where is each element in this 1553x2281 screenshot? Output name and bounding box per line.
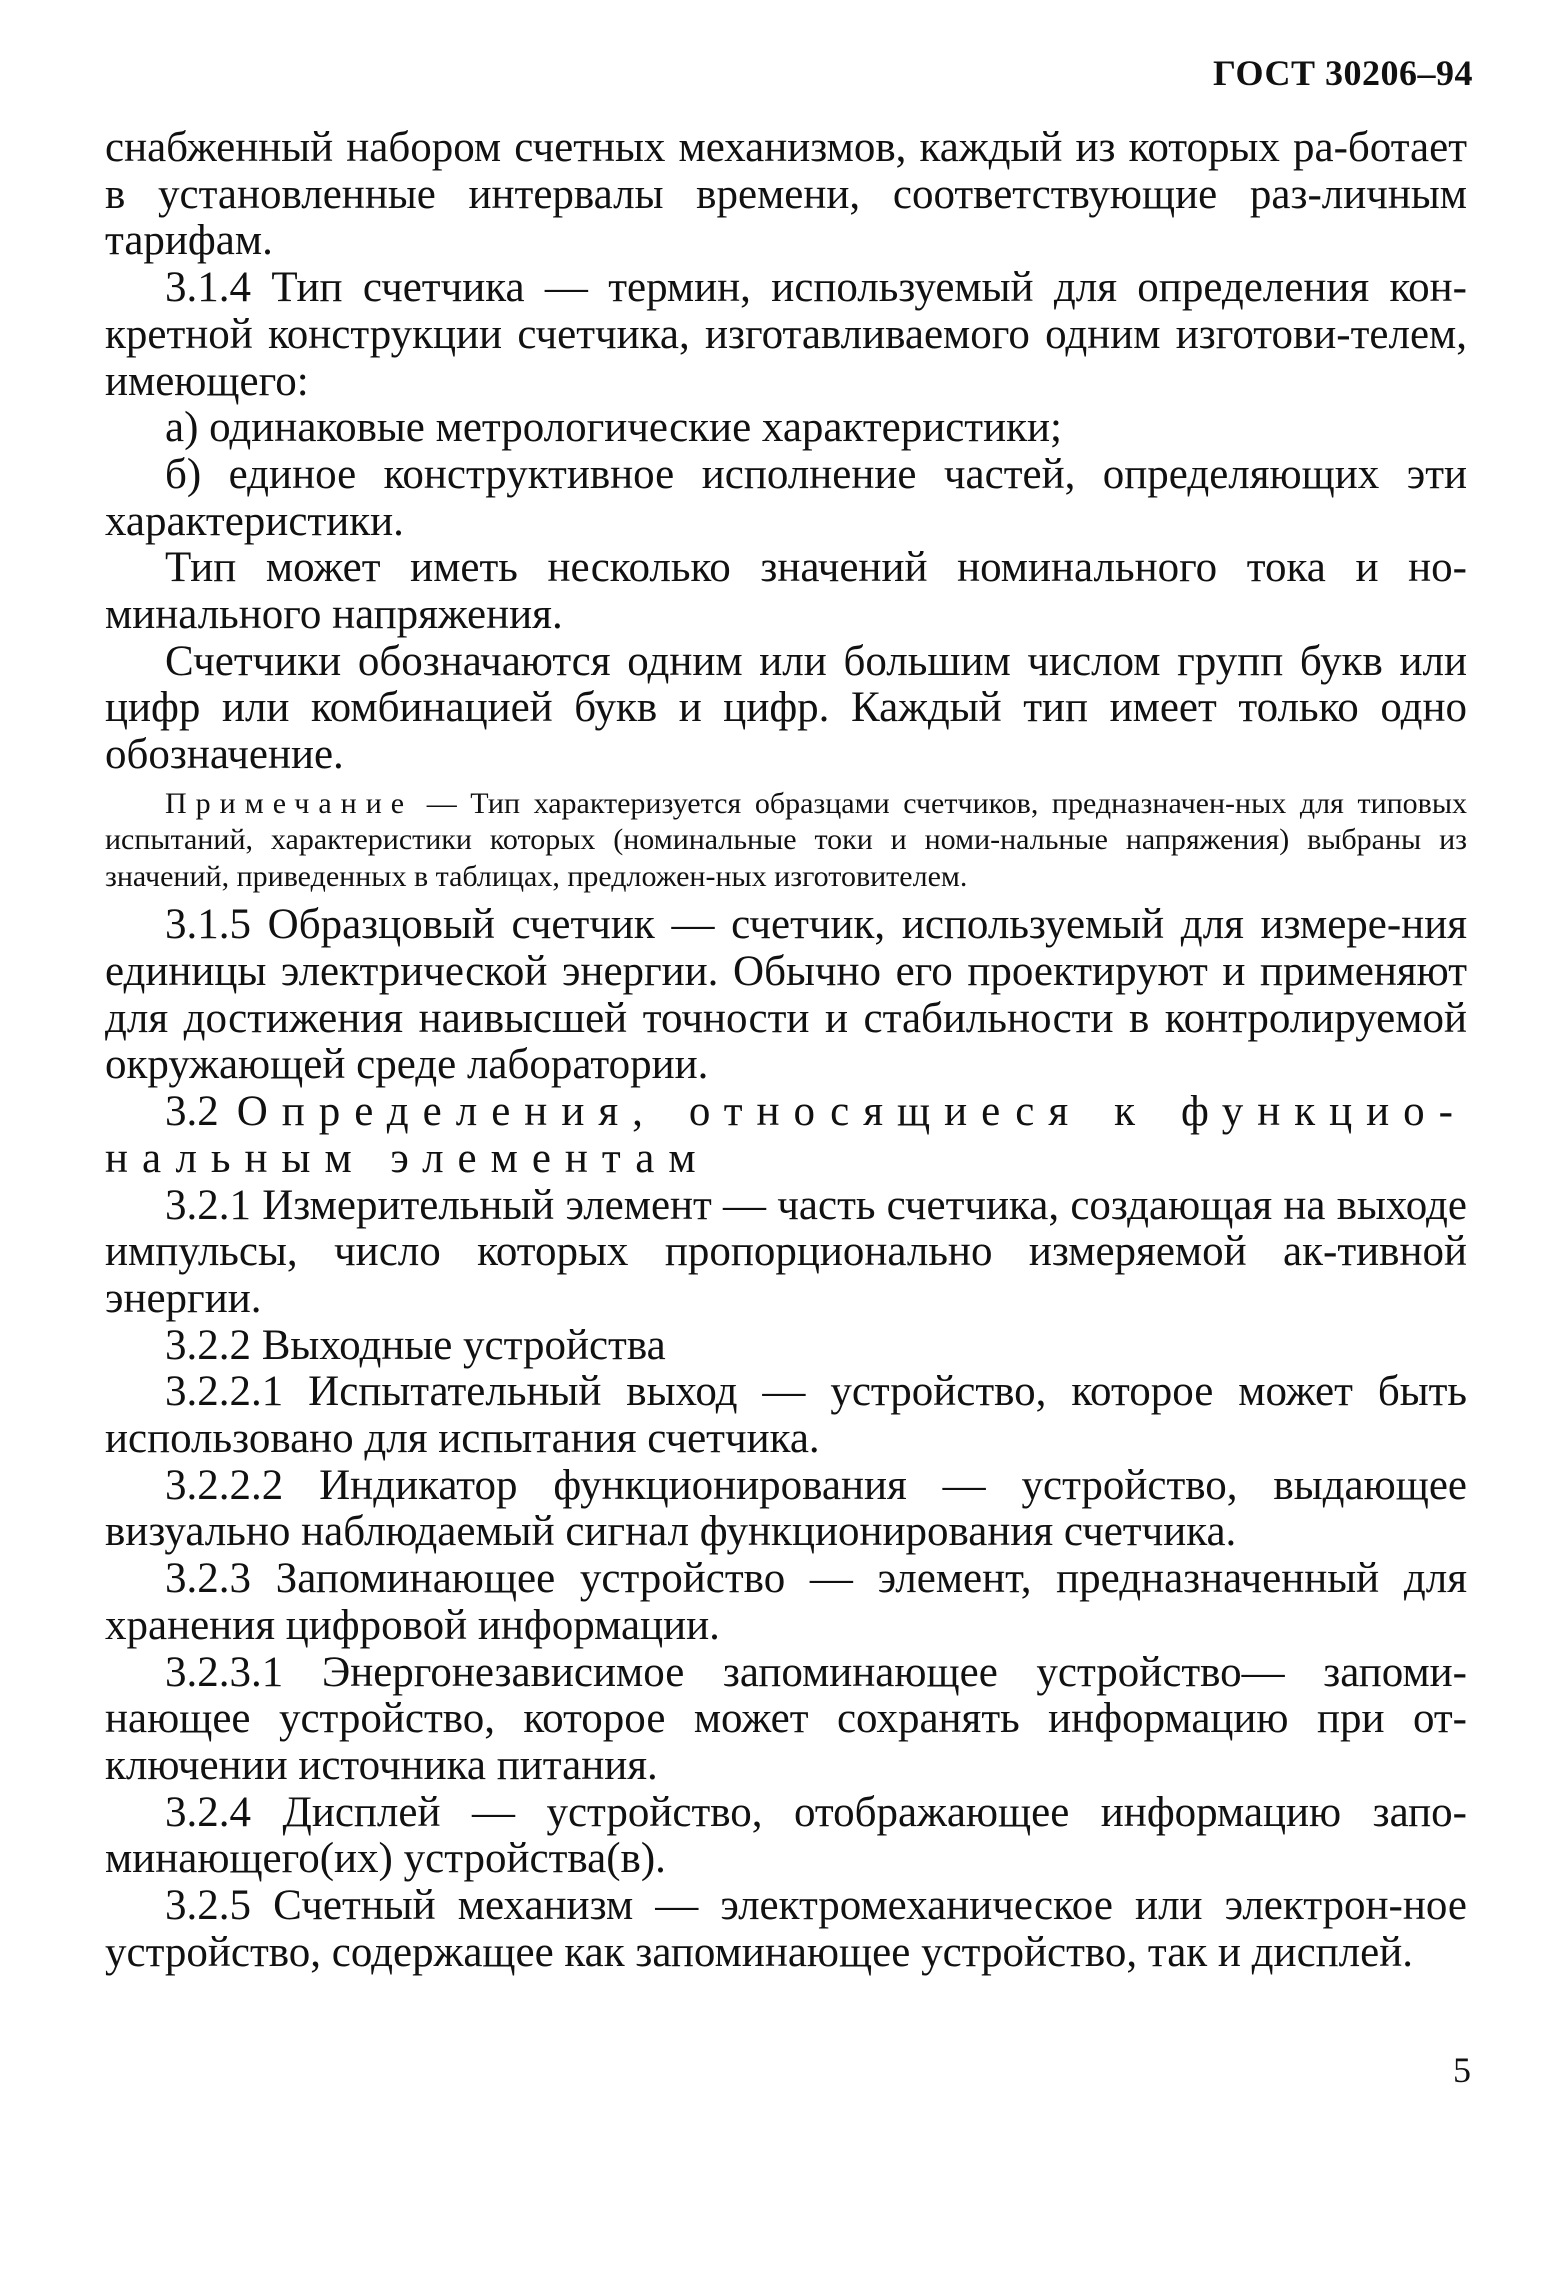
section-title: Определения, относящиеся к функцио-нальным элементам [105,1088,1467,1182]
section-heading-3-2 [105,1089,1467,1182]
paragraph-3-1-4: 3.1.4 Тип счетчика — термин, используемый для определения кон-кретной конструкции счетчика, изготавливаемого одним изготови-телем, имеющего: [105,264,1467,405]
note-text: — Тип характеризуется образцами счетчиков, предназначен-ных для типовых испытаний, характеристики которых (номинальные токи и номи-нальные напряжения) выбраны из значений, приведенных в таблицах, предложен-ных изготовителем. [105,786,1467,893]
paragraph-type-values: Тип может иметь несколько значений номинального тока и но-минального напряжения. [105,544,1467,639]
paragraph-3-2-3: 3.2.3 Запоминающее устройство — элемент, предназначенный для хранения цифровой информации. [105,1555,1467,1649]
section-number: 3.2 [165,1088,237,1136]
document-header: ГОСТ 30206–94 [1213,53,1473,93]
document-body [105,125,1467,1977]
paragraph-3-2-2-1: 3.2.2.1 Испытательный выход — устройство, которое может быть использовано для испытания счетчика. [105,1368,1467,1463]
paragraph-3-2-2: 3.2.2 Выходные устройства [165,1321,666,1369]
paragraph-designation: Счетчики обозначаются одним или большим числом групп букв или цифр или комбинацией букв и цифр. Каждый тип имеет только одно обозначение. [105,637,1467,779]
paragraph-3-2-3-1: 3.2.3.1 Энергонезависимое запоминающее устройство— запоми-нающее устройство, которое может сохранять информацию при от-ключении источника питания. [105,1648,1467,1789]
paragraph-continuation: снабженный набором счетных механизмов, каждый из которых ра-ботает в установленные интервалы времени, соответствующие раз-личным тарифам. [105,124,1467,265]
paragraph-3-2-5: 3.2.5 Счетный механизм — электромеханическое или электрон-ное устройство, содержащее как запоминающее устройство, так и дисплей. [105,1882,1467,1976]
list-item-a: а) одинаковые метрологические характеристики; [165,404,1062,452]
paragraph-3-2-1: 3.2.1 Измерительный элемент — часть счетчика, создающая на выходе импульсы, число которых пропорционально измеряемой ак-тивной энергии. [105,1181,1467,1322]
note-label: Примечание [165,786,414,820]
paragraph-3-2-2-2: 3.2.2.2 Индикатор функционирования — устройство, выдающее визуально наблюдаемый сигнал функционирования счетчика. [105,1461,1467,1556]
paragraph-3-2-4: 3.2.4 Дисплей — устройство, отображающее информацию запо-минающего(их) устройства(в). [105,1788,1467,1883]
page-number: 5 [1453,2050,1471,2090]
paragraph-3-1-5: 3.1.5 Образцовый счетчик — счетчик, используемый для измере-ния единицы электрической энергии. Обычно его проектируют и применяют для достижения наивысшей точности и стабильности в контролируемой окружающей среде лаборатории. [105,901,1467,1089]
note-paragraph [105,786,1467,896]
list-item-b: б) единое конструктивное исполнение частей, определяющих эти характеристики. [105,450,1467,545]
